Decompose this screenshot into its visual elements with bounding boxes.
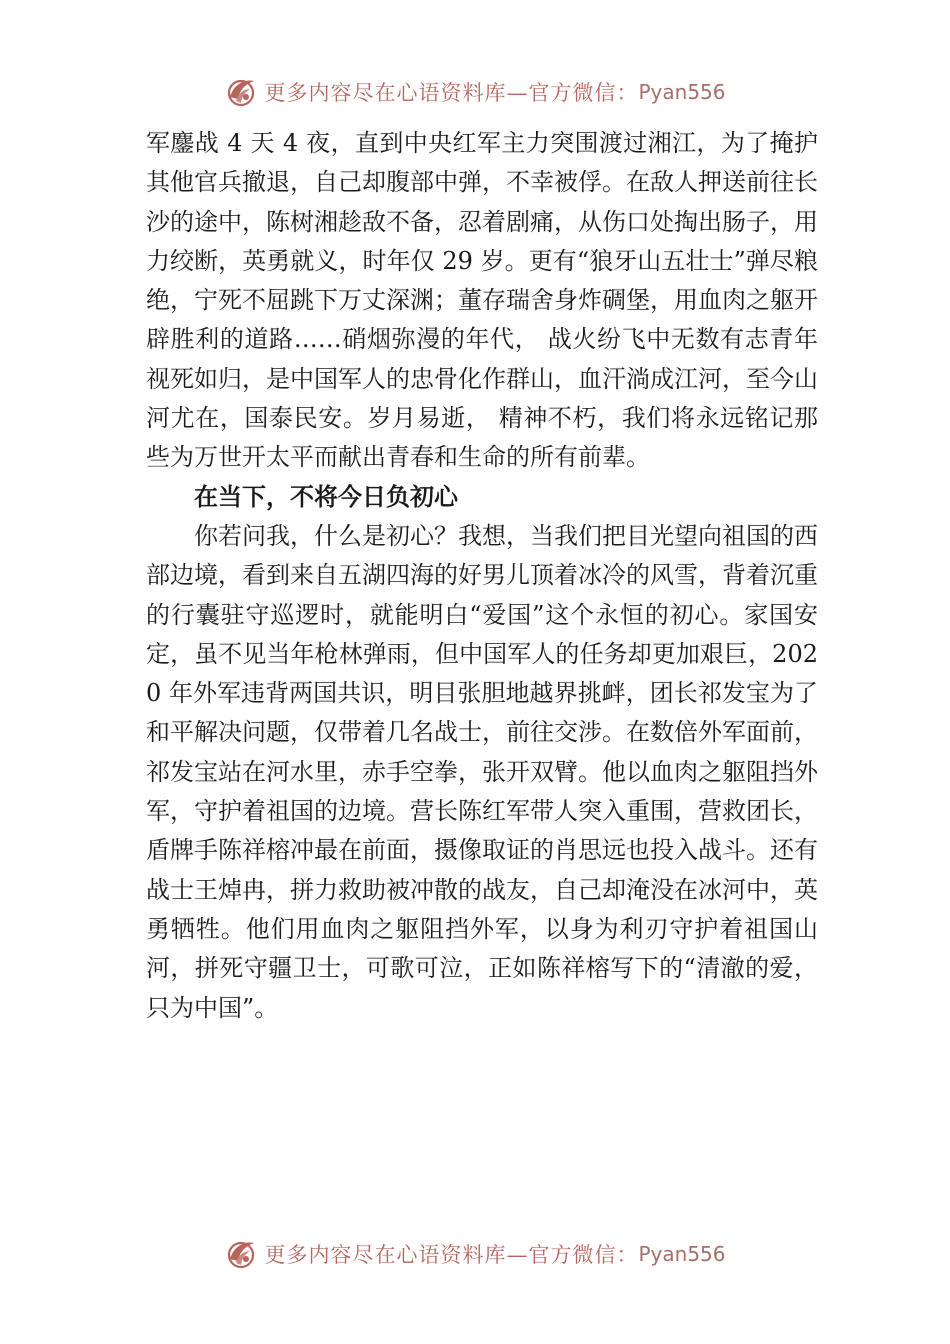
watermark-text: 更多内容尽在心语资料库—官方微信：: [264, 1243, 639, 1267]
watermark-handle: Pyan556: [638, 1242, 726, 1266]
body-paragraph: 你若问我，什么是初心？我想，当我们把目光望向祖国的西部边境，看到来自五湖四海的好男儿顶着冰冷的风雪，背着沉重的行囊驻守巡逻时，就能明白“爱国”这个永恒的初心。家国安定，虽不见当年枪林弹雨，但中国军人的任务却更加艰巨，2020 年外军违背两国共识，明目张胆地越界挑衅，团长祁发宝为了和平解决问题，仅带着几名战士，前往交涉。在数倍外军面前，祁发宝站在河水里，赤手空拳，张开双臂。他以血肉之躯阻挡外军，守护着祖国的边境。营长陈红军带人突入重围，营救团长，盾牌手陈祥榕冲最在前面，摄像取证的肖思远也投入战斗。还有战士王焯冉，拼力救助被冲散的战友，自己却淹没在冰河中，英勇牺牲。他们用血肉之躯阻挡外军，以身为利刃守护着祖国山河，拼死守疆卫士，可歌可泣，正如陈祥榕写下的“清澈的爱，只为中国”。: [146, 521, 818, 1022]
watermark-handle: Pyan556: [638, 80, 726, 104]
footer-watermark: [0, 1234, 950, 1274]
watermark-text: 更多内容尽在心语资料库—官方微信：: [264, 81, 639, 105]
flame-swirl-logo-icon: [224, 75, 258, 109]
document-body: [146, 124, 818, 1028]
section-heading: 在当下，不将今日负初心: [194, 482, 458, 511]
header-watermark: [0, 72, 950, 112]
flame-swirl-logo-icon: [224, 1237, 258, 1271]
body-paragraph: 军鏖战 4 天 4 夜，直到中央红军主力突围渡过湘江，为了掩护其他官兵撤退，自己却腹部中弹，不幸被俘。在敌人押送前往长沙的途中，陈树湘趁敌不备，忍着剧痛，从伤口处掏出肠子，用力绞断，英勇就义，时年仅 29 岁。更有“狼牙山五壮士”弹尽粮绝，宁死不屈跳下万丈深渊；董存瑞舍身炸碉堡，用血肉之躯开辟胜利的道路……硝烟弥漫的年代， 战火纷飞中无数有志青年视死如归，是中国军人的忠骨化作群山，血汗淌成江河，至今山河尤在，国泰民安。岁月易逝， 精神不朽，我们将永远铭记那些为万世开太平而献出青春和生命的所有前辈。: [146, 129, 818, 472]
